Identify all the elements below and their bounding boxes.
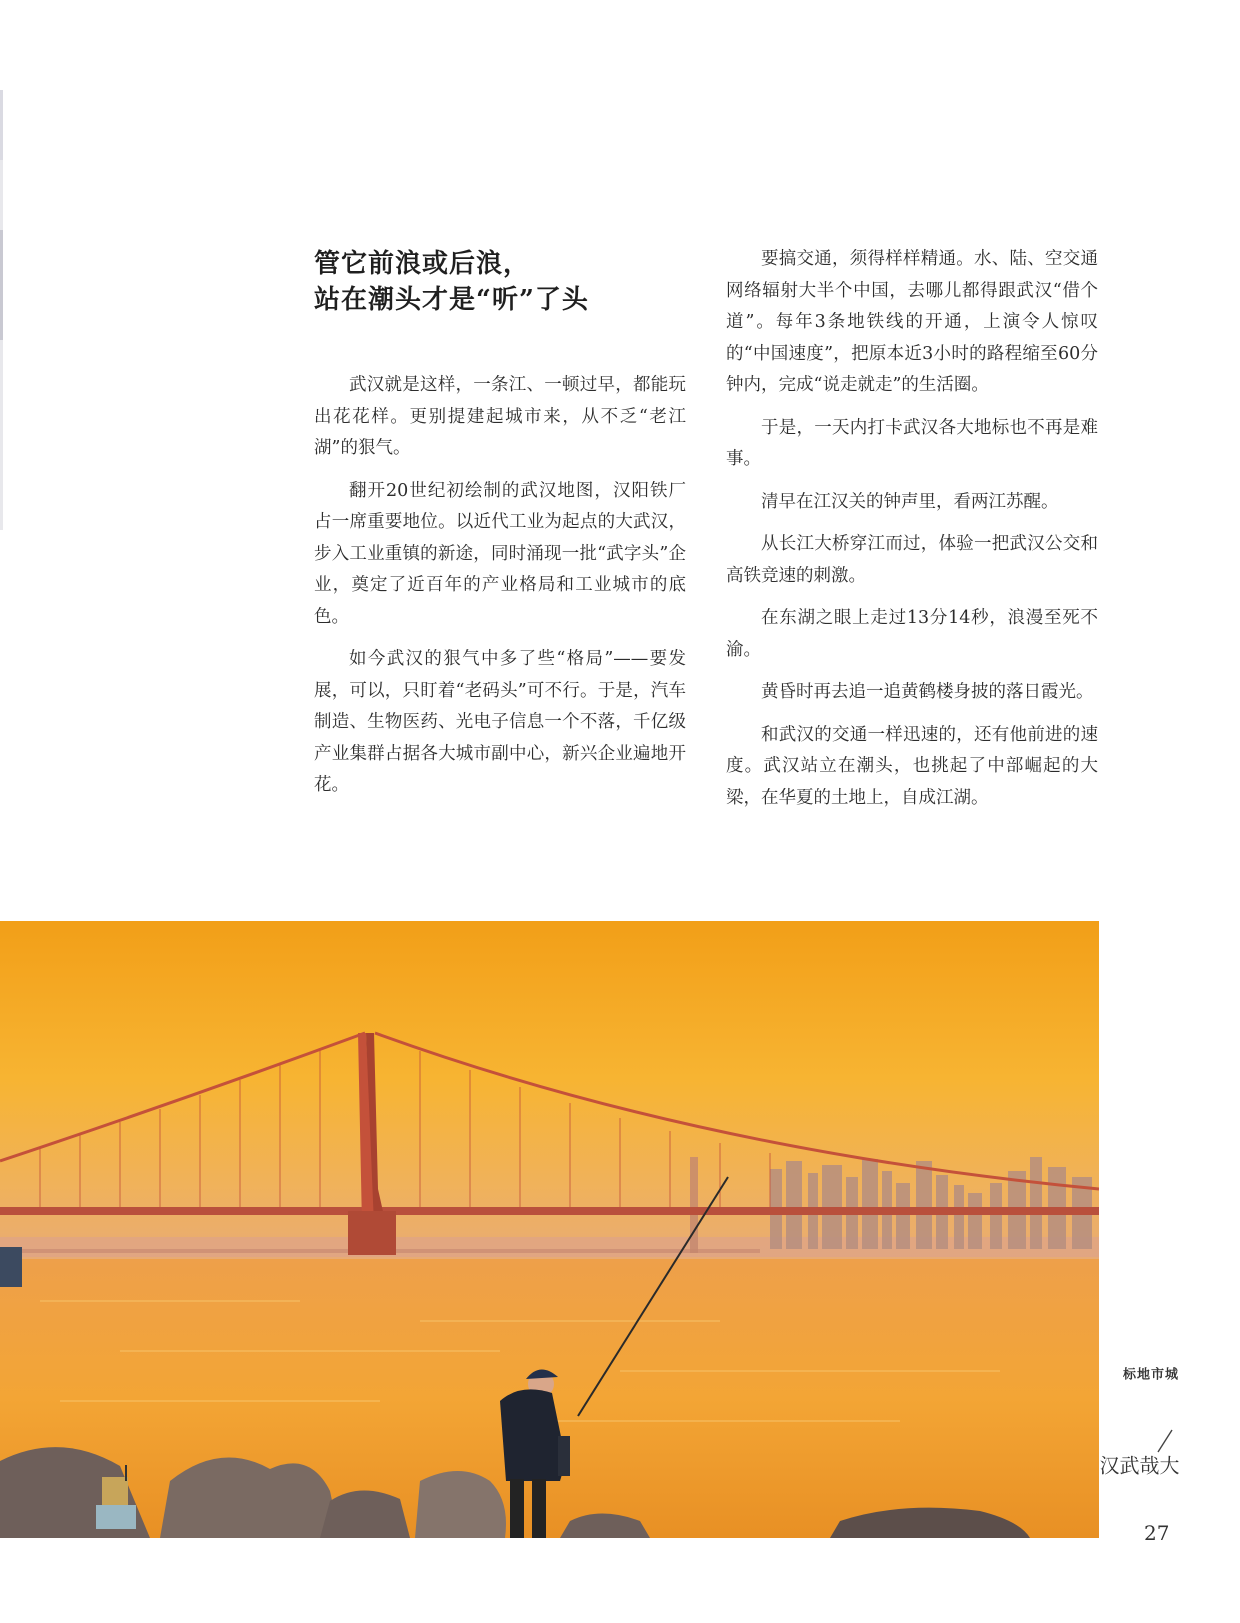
divider-slash	[1154, 1429, 1174, 1453]
paragraph: 要搞交通，须得样样精通。水、陆、空交通网络辐射大半个中国，去哪儿都得跟武汉“借个道”。每年3条地铁线的开通，上演令人惊叹的“中国速度”，把原本近3小时的路程缩至60分钟内，完成“说走就走”的生活圈。	[726, 249, 1098, 395]
page-edge-mark	[0, 230, 3, 340]
paragraph: 黄昏时再去追一追黄鹤楼身披的落日霞光。	[761, 682, 1094, 702]
paragraph: 于是，一天内打卡武汉各大地标也不再是难事。	[726, 417, 1098, 469]
boat	[0, 1247, 22, 1287]
paragraph: 在东湖之眼上走过13分14秒，浪漫至死不渝。	[726, 608, 1098, 660]
heading-line-2: 站在潮头才是“听”了头	[314, 285, 589, 315]
left-column	[314, 370, 686, 813]
sunset-bridge-photo	[0, 921, 1099, 1538]
paragraph: 武汉就是这样，一条江、一顿过早，都能玩出花花样。更别提建起城市来，从不乏“老江湖”的狠气。	[314, 375, 686, 458]
far-bridge-tower	[690, 1157, 698, 1253]
sky	[0, 921, 1099, 1271]
heading-line-1: 管它前浪或后浪，	[314, 249, 531, 279]
photo-illustration	[0, 921, 1099, 1538]
magazine-title: 大哉武汉	[1096, 1455, 1180, 1476]
paragraph: 翻开20世纪初绘制的武汉地图，汉阳铁厂占一席重要地位。以近代工业为起点的大武汉，步入工业重镇的新途，同时涌现一批“武字头”企业，奠定了近百年的产业格局和工业城市的底色。	[314, 480, 686, 627]
paragraph: 从长江大桥穿江而过，体验一把武汉公交和高铁竞速的刺激。	[726, 534, 1098, 586]
page-edge-mark	[0, 90, 3, 160]
section-label: 城市地标	[1120, 1367, 1177, 1380]
far-shore-haze	[0, 1237, 1099, 1257]
section-heading	[314, 246, 674, 318]
paragraph: 如今武汉的狠气中多了些“格局”——要发展，可以，只盯着“老码头”可不行。于是，汽车制造、生物医药、光电子信息一个不落，千亿级产业集群占据各大城市副中心，新兴企业遍地开花。	[314, 649, 686, 795]
right-column	[726, 244, 1098, 825]
paragraph: 清早在江汉关的钟声里，看两江苏醒。	[761, 491, 1059, 512]
page-number: 27	[1144, 1521, 1170, 1545]
paragraph: 和武汉的交通一样迅速的，还有他前进的速度。武汉站立在潮头，也挑起了中部崛起的大梁，在华夏的土地上，自成江湖。	[726, 724, 1098, 808]
